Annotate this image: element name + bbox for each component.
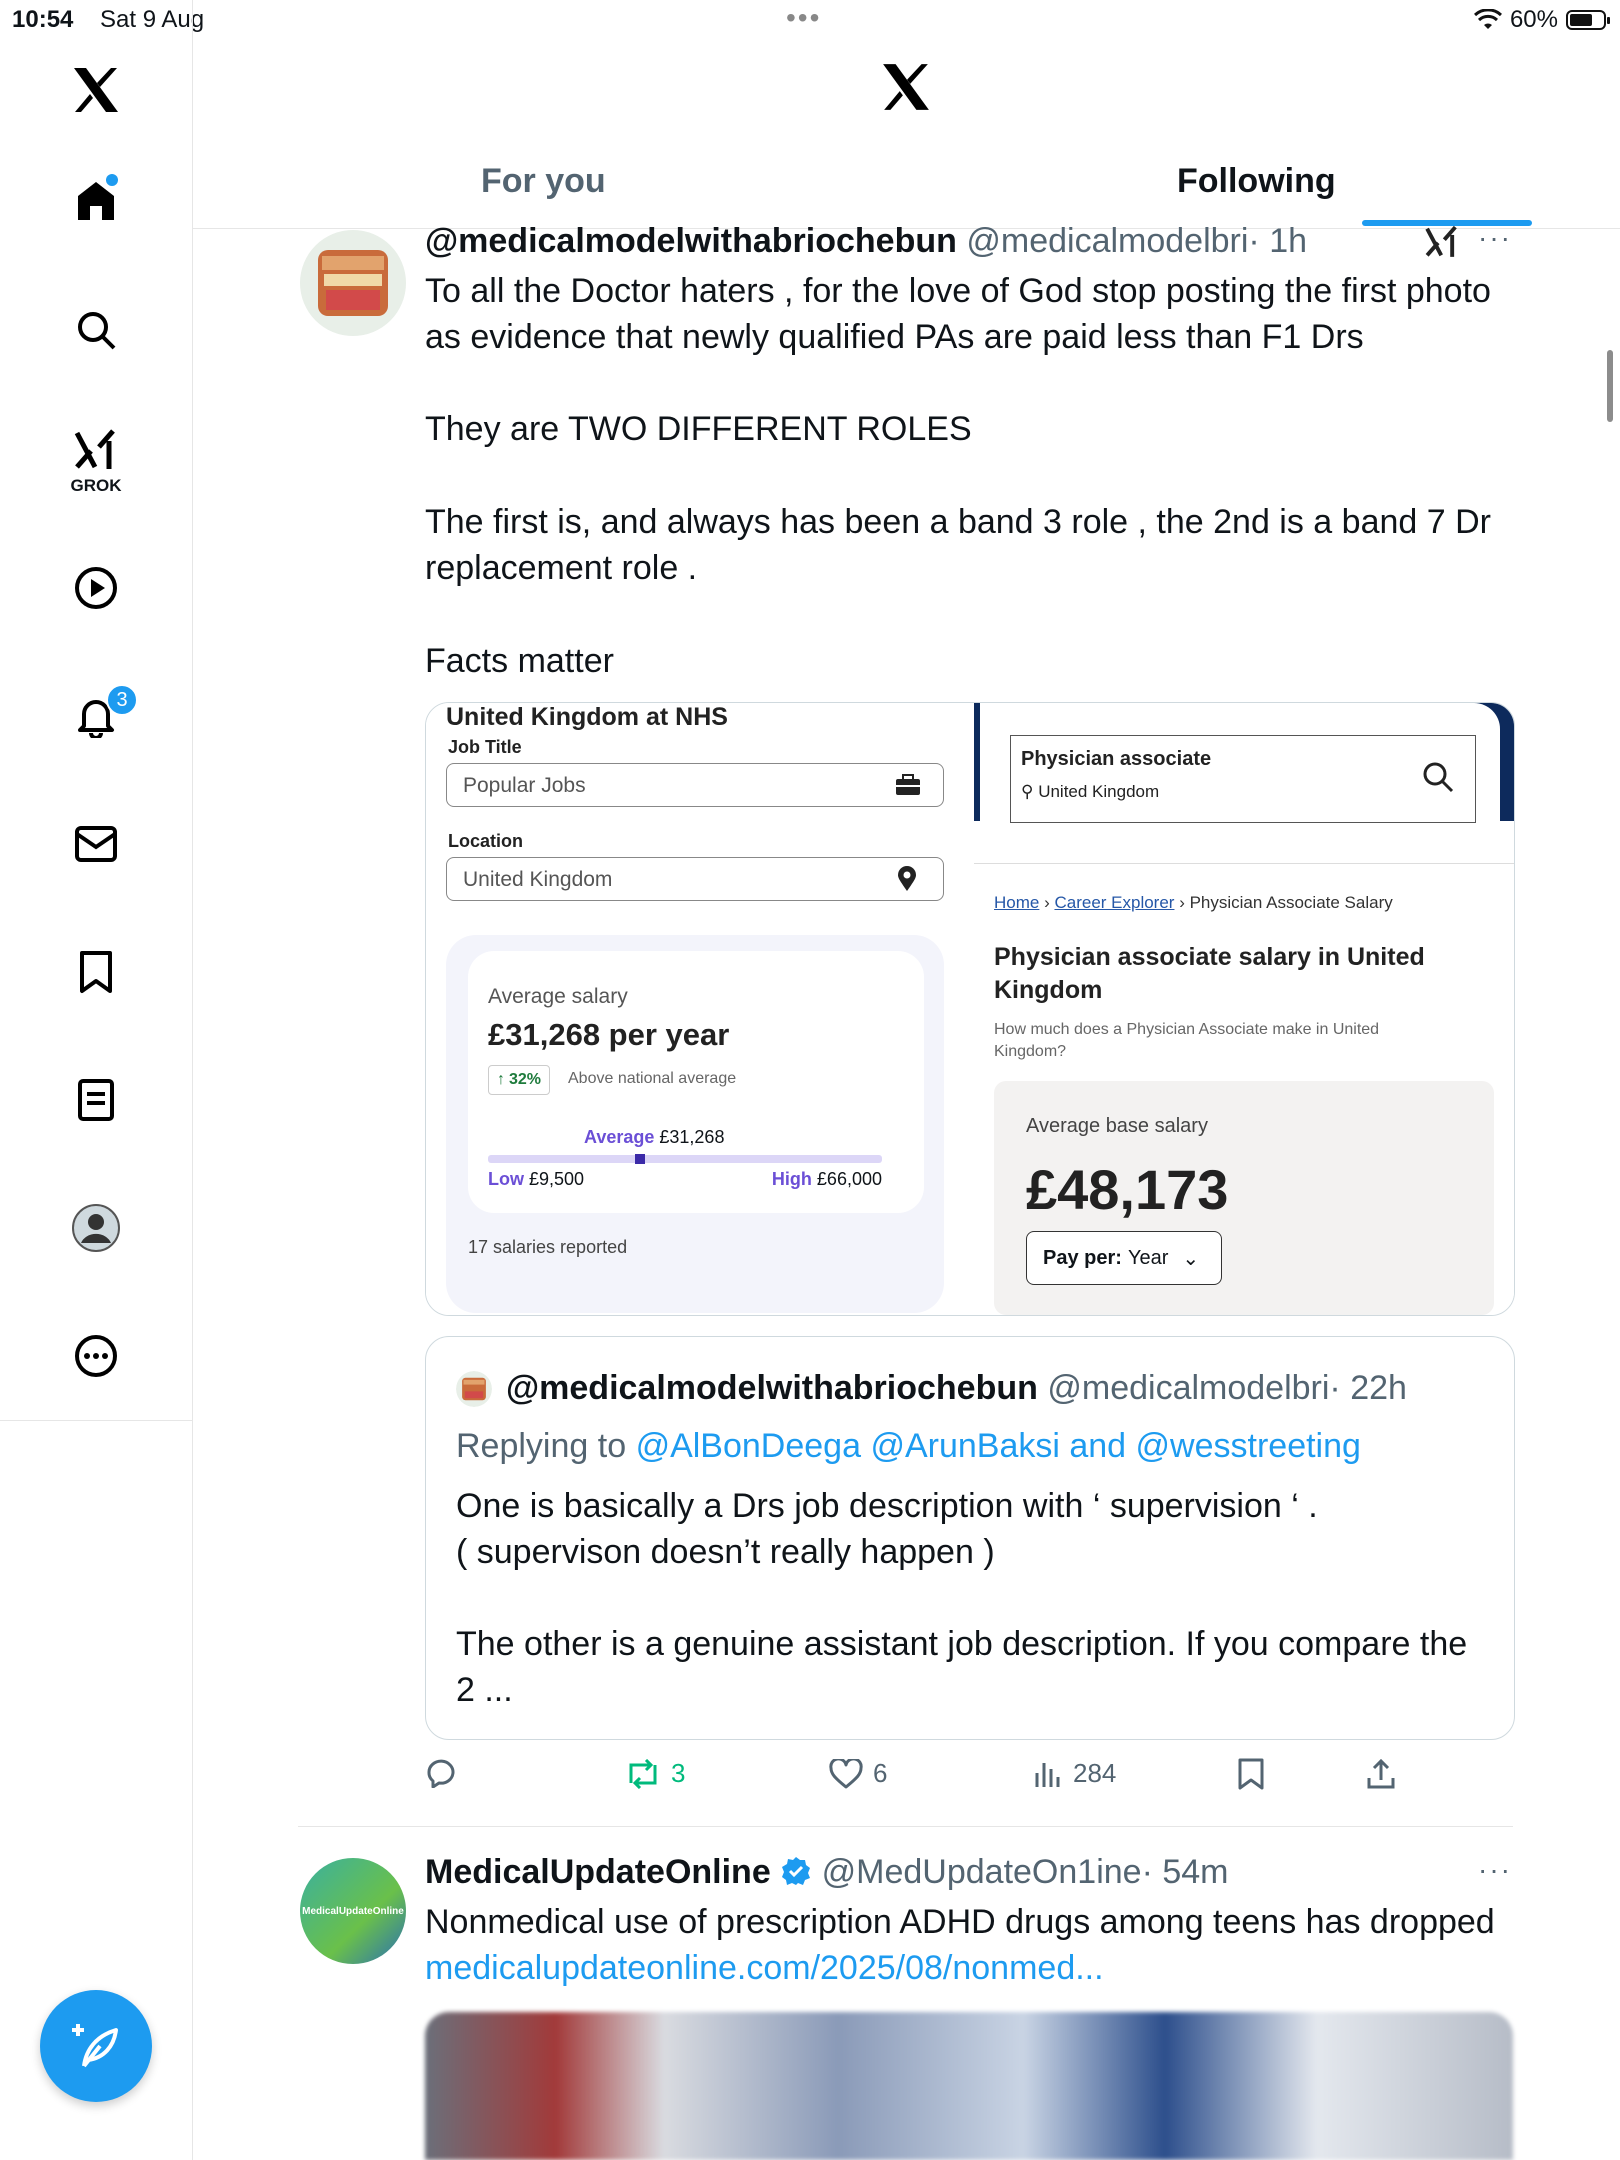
average-salary-label: Average salary — [488, 985, 628, 1008]
post2-author-name[interactable]: MedicalUpdateOnline — [425, 1853, 771, 1891]
post-text-line: The first is, and always has been a band 3 role , the 2nd is a band 7 Dr — [425, 503, 1491, 541]
replying-prefix: Replying to — [456, 1427, 627, 1465]
post-text-line: To all the Doctor haters , for the love of God stop posting the first photo — [425, 272, 1491, 310]
verified-badge-icon — [780, 1855, 812, 1887]
salary-subheading-line: How much does a Physician Associate make in United — [994, 1021, 1380, 1038]
post-author-avatar[interactable] — [300, 230, 406, 336]
job-title-value: Popular Jobs — [463, 774, 586, 797]
home-unread-dot — [106, 174, 118, 186]
like-count: 6 — [873, 1758, 888, 1788]
share-icon — [1365, 1758, 1397, 1790]
status-right — [1474, 6, 1606, 34]
base-salary-card — [994, 1081, 1494, 1315]
base-salary-label: Average base salary — [1026, 1115, 1208, 1137]
salary-card — [446, 935, 944, 1313]
status-time: 10:54 — [12, 6, 74, 33]
job-title-label: Job Title — [448, 737, 522, 757]
low-label: Low — [488, 1169, 524, 1189]
home-icon[interactable] — [70, 174, 122, 226]
sidebar-separator — [0, 1420, 192, 1421]
image-left-panel — [426, 703, 971, 1315]
post-divider — [298, 1826, 1513, 1827]
search-location-value: United Kingdom — [1038, 782, 1160, 801]
battery-icon — [1566, 10, 1606, 30]
salary-heading-line: Kingdom — [994, 976, 1103, 1004]
search-box — [1010, 735, 1476, 823]
salary-heading — [994, 941, 1425, 1007]
multitask-dots-icon[interactable]: ••• — [786, 2, 822, 33]
post-image[interactable] — [425, 702, 1515, 1316]
heart-icon — [829, 1759, 863, 1789]
post-text-line: They are TWO DIFFERENT ROLES — [425, 410, 972, 448]
wifi-icon — [1474, 9, 1502, 31]
quoted-replying — [456, 1423, 1361, 1469]
search-magnifier-icon — [1421, 760, 1455, 794]
status-date: Sat 9 Aug — [100, 6, 205, 33]
views-chart-icon — [1033, 1759, 1063, 1789]
quoted-author-handle: @medicalmodelbri — [1047, 1369, 1330, 1407]
quoted-header — [506, 1365, 1407, 1411]
tab-following[interactable]: Following — [1177, 162, 1336, 200]
location-value: United Kingdom — [463, 868, 613, 891]
image-left-title: United Kingdom at NHS — [446, 703, 728, 731]
average-marker-word: Average — [584, 1127, 655, 1147]
post2-time[interactable]: · 54m — [1141, 1853, 1229, 1891]
arrow-up-icon: ↑ — [497, 1071, 505, 1088]
views-button[interactable] — [1033, 1758, 1116, 1789]
briefcase-icon — [895, 774, 921, 796]
high-salary — [772, 1169, 882, 1190]
quoted-text-line: The other is a genuine assistant job description. If you compare the — [456, 1625, 1468, 1663]
scrollbar[interactable] — [1607, 350, 1613, 422]
post-text-line: replacement role . — [425, 549, 698, 587]
breadcrumb-career-explorer: Career Explorer — [1054, 893, 1175, 912]
base-salary-value: £48,173 — [1026, 1158, 1229, 1221]
profile-avatar-icon[interactable] — [70, 1202, 122, 1254]
breadcrumb: Home › Career Explorer › Physician Associate Salary — [994, 893, 1393, 912]
salary-subheading — [994, 1019, 1379, 1063]
messages-envelope-icon[interactable] — [70, 818, 122, 870]
bookmarks-icon[interactable] — [70, 946, 122, 998]
high-value: £66,000 — [816, 1169, 882, 1189]
chevron-down-icon: ⌄ — [1182, 1247, 1200, 1270]
header-x-logo-icon[interactable] — [880, 62, 932, 117]
search-title: Physician associate — [1021, 748, 1212, 770]
post-time[interactable]: · 1h — [1248, 222, 1308, 260]
above-average-text: Above national average — [568, 1070, 737, 1087]
low-salary — [488, 1169, 584, 1190]
map-pin-icon — [897, 866, 917, 892]
post2-avatar-logo-text: MedicalUpdateOnline — [302, 1905, 404, 1917]
share-button[interactable] — [1365, 1758, 1397, 1790]
like-button[interactable] — [829, 1758, 887, 1789]
grok-post-icon[interactable] — [1424, 224, 1460, 265]
salary-range-marker — [635, 1154, 645, 1164]
location-field — [446, 857, 944, 901]
salary-subheading-line: Kingdom? — [994, 1043, 1067, 1060]
post-text-line: Facts matter — [425, 642, 614, 680]
pay-per-label: Pay per: — [1043, 1246, 1122, 1269]
grok-label[interactable]: GROK — [70, 476, 122, 495]
more-options-icon[interactable] — [70, 1330, 122, 1382]
pay-per-select — [1026, 1231, 1222, 1285]
pin-small-icon: ⚲ — [1021, 782, 1034, 801]
lists-icon[interactable] — [70, 1074, 122, 1126]
breadcrumb-current: Physician Associate Salary — [1189, 893, 1393, 912]
post-more-icon[interactable]: ··· — [1478, 222, 1512, 253]
views-count: 284 — [1073, 1758, 1117, 1788]
post2-author-handle[interactable]: @MedUpdateOn1ine — [821, 1853, 1142, 1891]
quoted-post[interactable] — [425, 1336, 1515, 1740]
quoted-author-name: @medicalmodelwithabriochebun — [506, 1369, 1038, 1407]
repost-icon — [625, 1759, 661, 1789]
replying-to-handles[interactable]: @AlBonDeega @ArunBaksi and @wesstreeting — [635, 1427, 1361, 1465]
video-play-icon[interactable] — [70, 562, 122, 614]
quoted-author-avatar — [456, 1371, 492, 1407]
post2-header — [425, 1849, 1229, 1895]
post2-more-icon[interactable]: ··· — [1478, 1854, 1512, 1885]
post-author-name[interactable]: @medicalmodelwithabriochebun — [425, 222, 957, 260]
sidebar — [0, 0, 193, 2160]
bookmark-button[interactable] — [1237, 1758, 1265, 1790]
repost-button[interactable] — [625, 1758, 685, 1789]
search-icon[interactable] — [70, 304, 122, 356]
salary-heading-line: Physician associate salary in United — [994, 943, 1425, 971]
quoted-text-line: 2 ... — [456, 1671, 513, 1709]
quoted-text-line: One is basically a Drs job description with ‘ supervision ‘ . — [456, 1487, 1318, 1525]
battery-percent: 60% — [1509, 6, 1558, 33]
post-author-handle[interactable]: @medicalmodelbri — [966, 222, 1249, 260]
salaries-reported: 17 salaries reported — [468, 1237, 628, 1257]
low-value: £9,500 — [529, 1169, 585, 1189]
salary-range-bar — [488, 1155, 882, 1163]
repost-count: 3 — [671, 1758, 686, 1788]
salary-card-inner — [468, 951, 924, 1213]
job-title-field — [446, 763, 944, 807]
pay-per-value: Year — [1127, 1246, 1169, 1269]
post-header — [425, 218, 1307, 264]
post2-text: Nonmedical use of prescription ADHD drugs among teens has dropped — [425, 1903, 1495, 1941]
location-label: Location — [448, 831, 523, 851]
average-marker-value: £31,268 — [659, 1127, 725, 1147]
tab-for-you[interactable]: For you — [481, 162, 606, 200]
grok-icon[interactable] — [70, 424, 122, 476]
notifications-badge: 3 — [106, 684, 138, 716]
reply-button[interactable] — [425, 1758, 457, 1788]
post-actions — [425, 1758, 1435, 1804]
post-text-line: as evidence that newly qualified PAs are paid less than F1 Drs — [425, 318, 1364, 356]
post2-link[interactable]: medicalupdateonline.com/2025/08/nonmed... — [425, 1949, 1104, 1987]
post2-image[interactable] — [425, 2012, 1513, 2160]
average-salary-value: £31,268 per year — [488, 1017, 730, 1052]
post2-author-avatar[interactable] — [300, 1858, 406, 1964]
compose-feather-icon — [70, 2020, 122, 2072]
image-right-panel — [974, 703, 1514, 1315]
quoted-text-line: ( supervison doesn’t really happen ) — [456, 1533, 995, 1571]
breadcrumb-home: Home — [994, 893, 1040, 912]
average-marker-label — [584, 1127, 724, 1148]
high-label: High — [771, 1169, 812, 1189]
bookmark-icon — [1237, 1758, 1265, 1790]
reply-icon — [425, 1758, 457, 1788]
search-location — [1021, 782, 1159, 802]
percent-badge — [488, 1065, 550, 1095]
compose-post-button[interactable] — [40, 1990, 152, 2102]
quoted-time: · 22h — [1329, 1369, 1407, 1407]
status-bar — [0, 0, 1620, 40]
percent-value: 32% — [509, 1071, 542, 1088]
x-logo-icon[interactable] — [70, 64, 122, 116]
